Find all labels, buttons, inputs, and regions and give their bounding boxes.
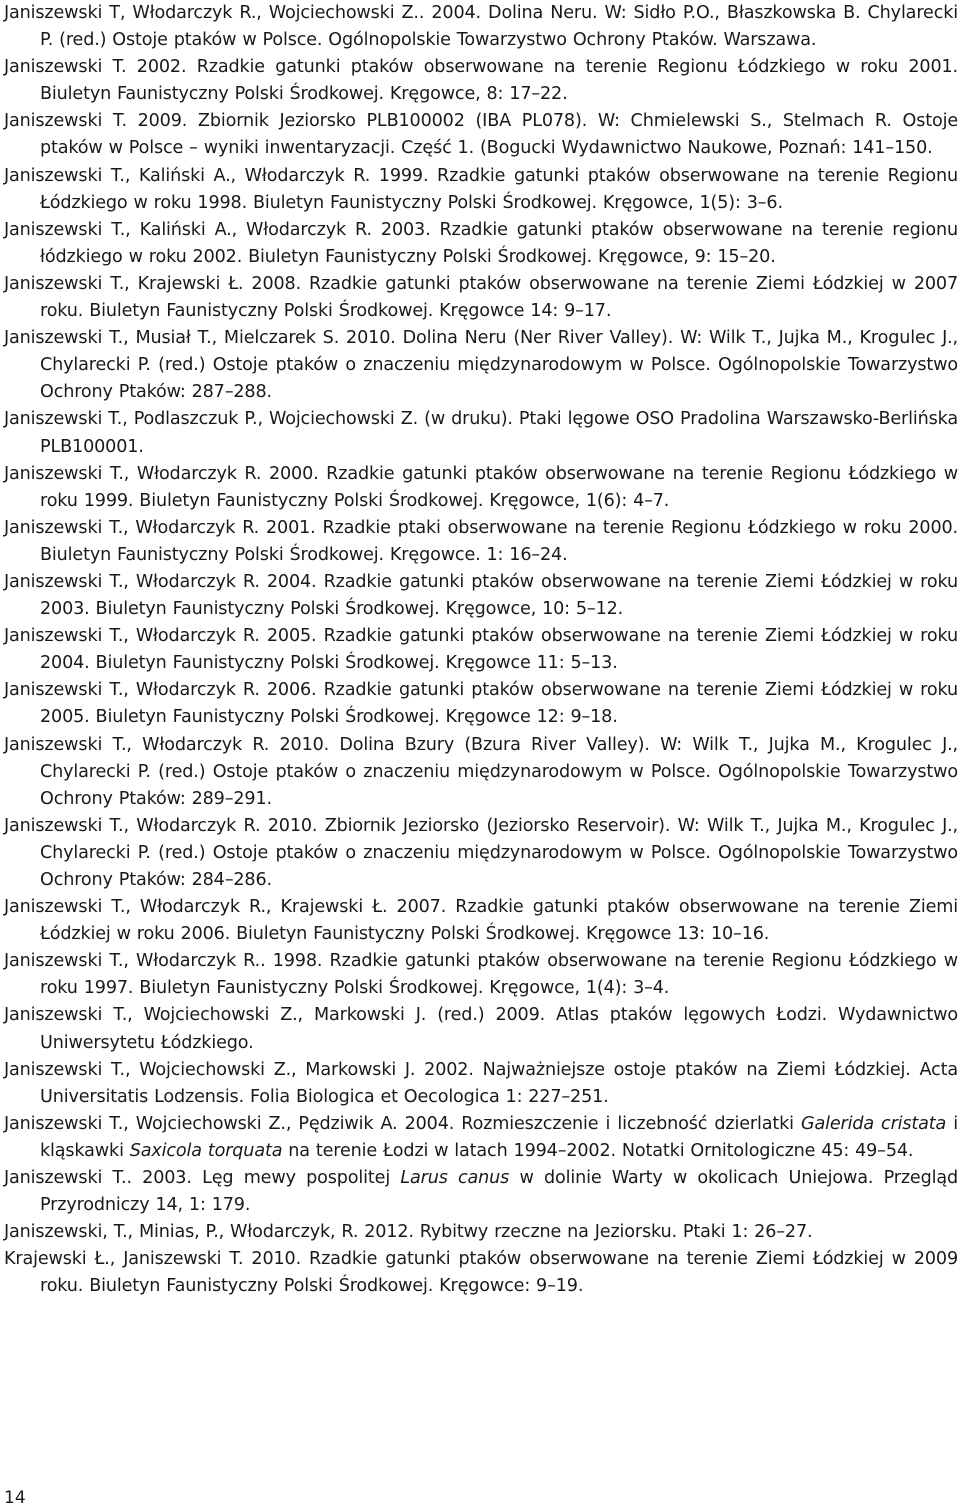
reference-item: Janiszewski T., Włodarczyk R.. 1998. Rzadkie gatunki ptaków obserwowane na terenie Regionu Łódzkiego w roku 1997. Biuletyn Faunistyczny Polski Środkowej. Kręgowce, 1(4): 3–4. — [4, 951, 958, 999]
reference-item: Janiszewski T., Kaliński A., Włodarczyk R. 2003. Rzadkie gatunki ptaków obserwowane na terenie regionu łódzkiego w roku 2002. Biuletyn Faunistyczny Polski Środkowej. Kręgowce, 9: 15–20. — [4, 219, 958, 267]
reference-list — [4, 0, 958, 1301]
reference-item: Janiszewski T, Włodarczyk R., Wojciechowski Z.. 2004. Dolina Neru. W: Sidło P.O., Błaszkowska B. Chylarecki P. (red.) Ostoje ptaków w Polsce. Ogólnopolskie Towarzystwo Ochrony Ptaków. Warszawa. — [4, 3, 958, 51]
reference-text: w dolinie Warty w okolicach Uniejowa. Przegląd Przyrodniczy 14, 1: 179. — [40, 1168, 958, 1216]
reference-item: Janiszewski T., Podlaszczuk P., Wojciechowski Z. (w druku). Ptaki lęgowe OSO Pradolina Warszawsko-Berlińska PLB100001. — [4, 409, 958, 457]
reference-item: Janiszewski T., Włodarczyk R. 2006. Rzadkie gatunki ptaków obserwowane na terenie Ziemi Łódzkiej w roku 2005. Biuletyn Faunistyczny Polski Środkowej. Kręgowce 12: 9–18. — [4, 680, 958, 728]
reference-item: Janiszewski, T., Minias, P., Włodarczyk, R. 2012. Rybitwy rzeczne na Jeziorsku. Ptaki 1: 26–27. — [4, 1222, 813, 1243]
reference-item: Janiszewski T., Kaliński A., Włodarczyk R. 1999. Rzadkie gatunki ptaków obserwowane na terenie Regionu Łódzkiego w roku 1998. Biuletyn Faunistyczny Polski Środkowej. Kręgowce, 1(5): 3–6. — [4, 165, 958, 213]
reference-item: Janiszewski T., Włodarczyk R., Krajewski Ł. 2007. Rzadkie gatunki ptaków obserwowane na terenie Ziemi Łódzkiej w roku 2006. Biuletyn Faunistyczny Polski Środkowej. Kręgowce 13: 10–16. — [4, 897, 958, 945]
species-name: Galerida cristata — [800, 1113, 947, 1134]
reference-item: Janiszewski T., Włodarczyk R. 2001. Rzadkie ptaki obserwowane na terenie Regionu Łódzkiego w roku 2000. Biuletyn Faunistyczny Polski Środkowej. Kręgowce. 1: 16–24. — [4, 517, 958, 565]
reference-item: Janiszewski T., Musiał T., Mielczarek S. 2010. Dolina Neru (Ner River Valley). W: Wilk T., Jujka M., Krogulec J., Chylarecki P. (red.) Ostoje ptaków o znaczeniu międzynarodowym w Polsce. Ogólnopolskie Towarzystwo Ochrony Ptaków: 287–288. — [4, 328, 958, 403]
reference-item: Janiszewski T., Włodarczyk R. 2010. Zbiornik Jeziorsko (Jeziorsko Reservoir). W: Wilk T., Jujka M., Krogulec J., Chylarecki P. (red.) Ostoje ptaków o znaczeniu międzynarodowym w Polsce. Ogólnopolskie Towarzystwo Ochrony Ptaków: 284–286. — [4, 815, 958, 890]
reference-item: Janiszewski T., Włodarczyk R. 2004. Rzadkie gatunki ptaków obserwowane na terenie Ziemi Łódzkiej w roku 2003. Biuletyn Faunistyczny Polski Środkowej. Kręgowce, 10: 5–12. — [4, 571, 958, 620]
reference-text: Janiszewski T., Wojciechowski Z., Pędziwik A. 2004. Rozmieszczenie i liczebność dzierlatki — [4, 1113, 801, 1134]
reference-item: Janiszewski T., Wojciechowski Z., Markowski J. (red.) 2009. Atlas ptaków lęgowych Łodzi. Wydawnictwo Uniwersytetu Łódzkiego. — [4, 1005, 958, 1053]
reference-list-page — [4, 0, 958, 1301]
reference-item: Janiszewski T. 2002. Rzadkie gatunki ptaków obserwowane na terenie Regionu Łódzkiego w roku 2001. Biuletyn Faunistyczny Polski Środkowej. Kręgowce, 8: 17–22. — [4, 57, 958, 105]
reference-item: Janiszewski T., Włodarczyk R. 2005. Rzadkie gatunki ptaków obserwowane na terenie Ziemi Łódzkiej w roku 2004. Biuletyn Faunistyczny Polski Środkowej. Kręgowce 11: 5–13. — [4, 626, 958, 674]
page-number: 14 — [4, 1488, 26, 1508]
reference-item: Janiszewski T. 2009. Zbiornik Jeziorsko PLB100002 (IBA PL078). W: Chmielewski S., Stelmach R. Ostoje ptaków w Polsce – wyniki inwentaryzacji. Część 1. (Bogucki Wydawnictwo Naukowe, Poznań: 141–150. — [4, 111, 958, 159]
reference-item: Janiszewski T., Wojciechowski Z., Markowski J. 2002. Najważniejsze ostoje ptaków na Ziemi Łódzkiej. Acta Universitatis Lodzensis. Folia Biologica et Oecologica 1: 227–251. — [4, 1059, 958, 1107]
reference-text: na terenie Łodzi w latach 1994–2002. Notatki Ornitologiczne 45: 49–54. — [282, 1140, 914, 1161]
reference-item — [4, 1111, 958, 1165]
reference-item: Krajewski Ł., Janiszewski T. 2010. Rzadkie gatunki ptaków obserwowane na terenie Ziemi Łódzkiej w 2009 roku. Biuletyn Faunistyczny Polski Środkowej. Kręgowce: 9–19. — [4, 1249, 958, 1297]
reference-item: Janiszewski T., Krajewski Ł. 2008. Rzadkie gatunki ptaków obserwowane na terenie Ziemi Łódzkiej w 2007 roku. Biuletyn Faunistyczny Polski Środkowej. Kręgowce 14: 9–17. — [4, 273, 958, 322]
species-name: Saxicola torquata — [129, 1140, 283, 1161]
reference-text: i kląskawki — [40, 1113, 958, 1161]
reference-text: Janiszewski T.. 2003. Lęg mewy pospolitej — [4, 1168, 401, 1189]
reference-item: Janiszewski T., Włodarczyk R. 2000. Rzadkie gatunki ptaków obserwowane na terenie Regionu Łódzkiego w roku 1999. Biuletyn Faunistyczny Polski Środkowej. Kręgowce, 1(6): 4–7. — [4, 463, 958, 511]
species-name: Larus canus — [400, 1168, 510, 1189]
reference-item: Janiszewski T., Włodarczyk R. 2010. Dolina Bzury (Bzura River Valley). W: Wilk T., Jujka M., Krogulec J., Chylarecki P. (red.) Ostoje ptaków o znaczeniu międzynarodowym w Polsce. Ogólnopolskie Towarzystwo Ochrony Ptaków: 289–291. — [4, 734, 958, 809]
reference-item — [4, 1165, 958, 1219]
